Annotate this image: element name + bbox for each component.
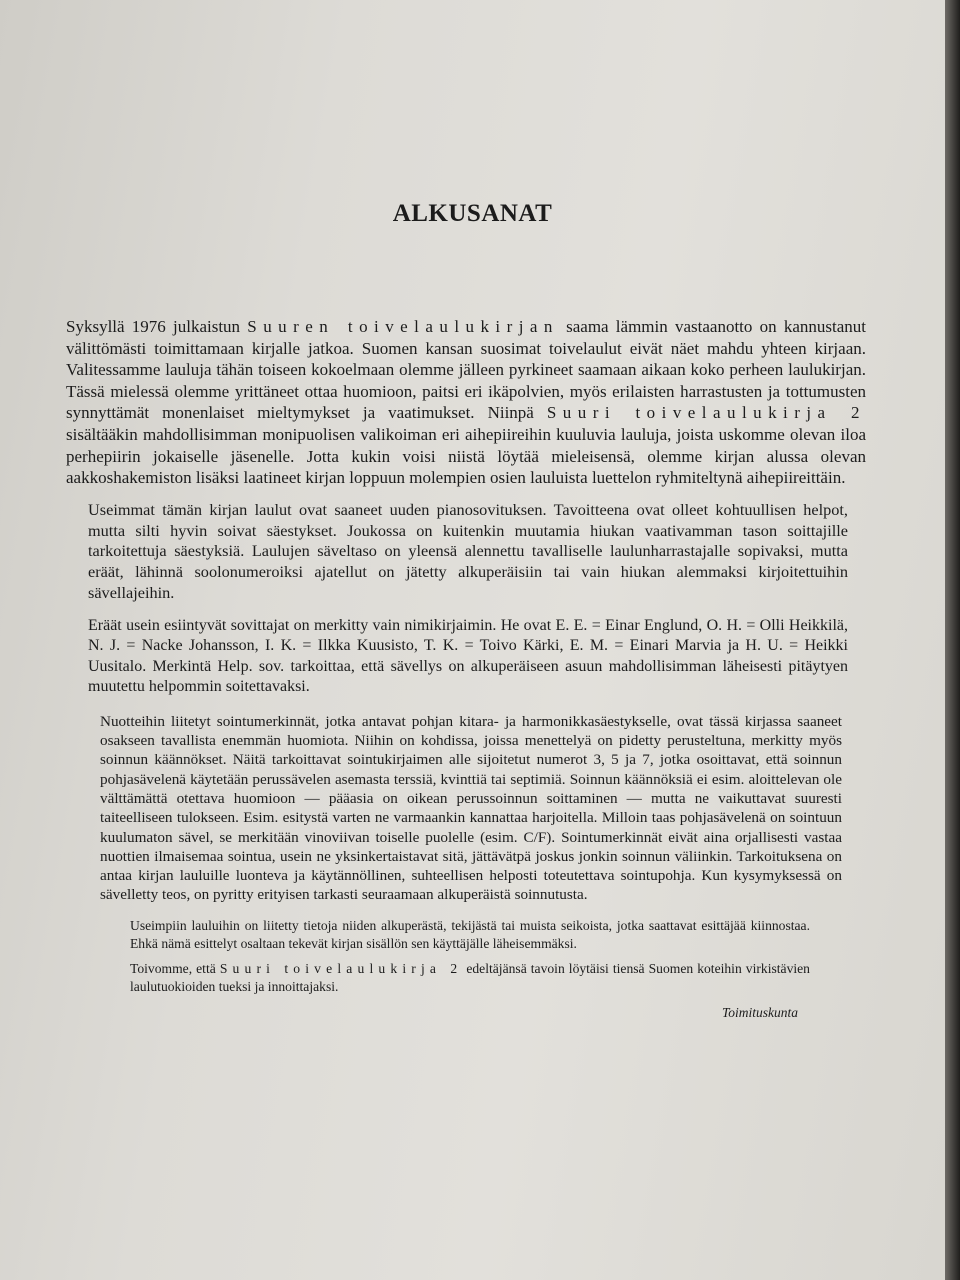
paragraph-6 bbox=[130, 960, 810, 997]
paragraph-6-part-a: Toivomme, että bbox=[130, 960, 220, 976]
paragraph-1-part-e: sisältääkin mahdollisimman monipuolisen valikoiman eri aihepiireihin kuuluvia lauluja, joista uskomme olevan iloa perhepiirin jokaiselle jäsenelle. Jotta kukin voisi niistä löytää mieleisensä, olemme kirjan alussa olevan aakkoshakemiston lisäksi laatineet kirjan loppuun molempien osien lauluista luettelon ryhmiteltynä aihepiireittäin. bbox=[66, 424, 866, 488]
foreword-text bbox=[66, 316, 868, 1021]
paragraph-5: Useimpiin lauluihin on liitetty tietoja niiden alkuperästä, tekijästä tai muista seikoista, jotka saattavat esittäjää kiinnostaa. Ehkä nämä esittelyt osaltaan tekevät kirjan sisällön sen käyttäjälle läheisemmäksi. bbox=[130, 917, 810, 952]
book-title-spaced: Suuren toivelaulukirjan bbox=[247, 317, 559, 336]
signature: Toimituskunta bbox=[721, 1004, 798, 1020]
paragraph-1-part-c: saama lämmin vastaanotto on kannustanut välittömästi toimittamaan kirjalle jatkoa. Suomen kansan suosimat toivelaulut eivät näet mahdu yhteen kirjaan. Valitessamme lauluja tähän toiseen kokoelmaan olemme jälleen pyrkineet saamaan aikaan koko perheen laulukirjan. Tässä mielessä olemme yrittäneet ottaa huomioon, paitsi eri ikäpolvien, myös erilaisten harrastusten ja tottumusten synnyttämät monenlaiset mieltymykset ja vaatimukset. Niinpä bbox=[66, 317, 866, 423]
page-edge-shadow bbox=[945, 0, 960, 1280]
paragraph-4: Nuotteihin liitetyt sointumerkinnät, jotka antavat pohjan kitara- ja harmonikkasäestykselle, ovat tässä kirjassa saaneet osakseen tavallista enemmän huomiota. Niihin on kohdissa, joissa menettelyä on pidetty perusteltuna, merkitty myös soinnun käännökset. Näitä tarkoittavat sointukirjaimen alle sijoitetut numerot 3, 5 ja 7, jotka osoittavat, että soinnun pohjasävelenä käytetään perussävelen asemasta terssiä, kvinttiä tai septimiä. Soinnun käännöksiä ei esim. aloittelevan ole välttämättä otettava huomioon — pääasia on oikean perussoinnun soittaminen — mutta ne vaikuttavat suuresti taiteelliseen tulokseen. Esim. esitystä varten ne varmaankin kannattaa harjoitella. Milloin taas pohjasävelenä on sointuun kuulumaton sävel, se merkitään vinoviivan toiselle puolelle (esim. C/F). Sointumerkinnät eivät aina orjallisesti vastaa nuottien ilmaisemaa sointua, usein ne yksinkertaistavat sitä, jättävätpä joskus jonkin soinnun väliinkin. Tarkoituksena on antaa kirjan lauluille luonteva ja käytännöllinen, suhteellisen helposti toteutettava sointupohja. Kun kysymyksessä on sävelletty teos, on pyritty erityisen tarkasti seuraamaan alkuperäistä soinnutusta. bbox=[100, 712, 842, 904]
paragraph-6-part-c: edeltäjänsä tavoin löytäisi tiensä Suomen koteihin virkistävien laulutuokioiden tueksi ja innoittajaksi. bbox=[130, 960, 810, 995]
paragraph-1-part-a: Syksyllä 1976 julkaistun bbox=[66, 317, 248, 336]
book-title-spaced-2: Suuri toivelaulukirja 2 bbox=[546, 403, 866, 423]
paragraph-3: Eräät usein esiintyvät sovittajat on merkitty vain nimikirjaimin. He ovat E. E. = Einar Englund, O. H. = Olli Heikkilä, N. J. = Nacke Johansson, I. K. = Ilkka Kuusisto, T. K. = Toivo Kärki, E. M. = Einari Marvia ja H. U. = Heikki Uusitalo. Merkintä Help. sov. tarkoittaa, että sävellys on alkuperäiseen asuun mahdollisimman läheisesti pitäytyen muutettu helpommin soitettavaksi. bbox=[88, 616, 848, 696]
book-title-spaced-3: Suuri toivelaulukirja 2 bbox=[219, 960, 463, 976]
page-title: ALKUSANAT bbox=[392, 200, 553, 227]
paragraph-1 bbox=[66, 316, 866, 489]
paragraph-2: Useimmat tämän kirjan laulut ovat saaneet uuden pianosovituksen. Tavoitteena ovat olleet kohtuullisen helpot, mutta silti hyvin soivat säestykset. Joukossa on kuitenkin muutamia hiukan vaativamman tason soittajille tarkoitettuja säestyksiä. Laulujen säveltaso on yleensä alennettu tavalliselle laulunharrastajalle sopivaksi, mutta eräät, lähinnä soolonumeroiksi ajatellut on jätetty alkuperäisiin tai vain hiukan alemmaksi kirjoitettuihin sävellajeihin. bbox=[88, 499, 848, 602]
